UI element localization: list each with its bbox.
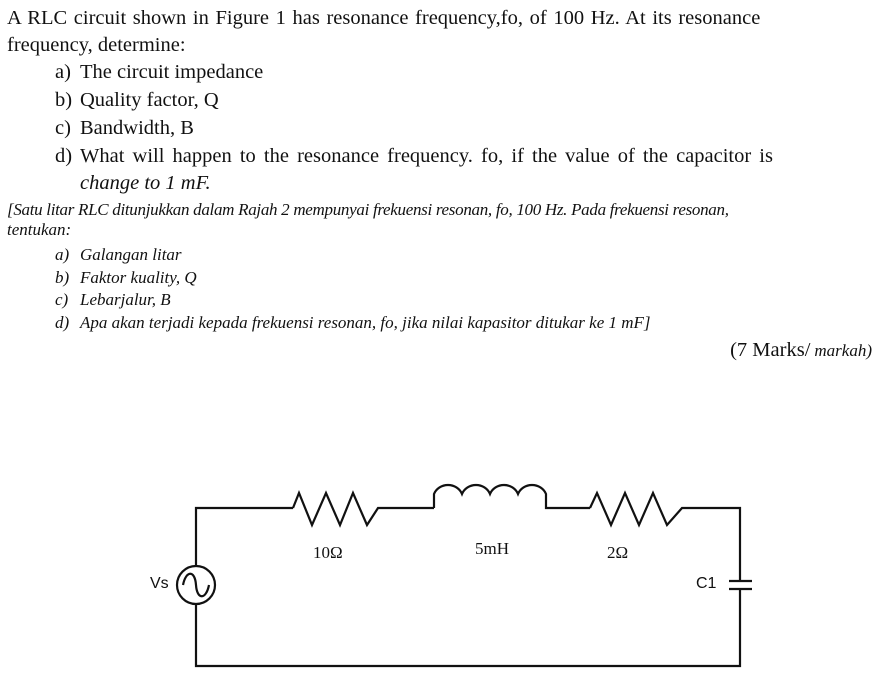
resistor-2-ohm bbox=[590, 493, 740, 581]
item-d-text: What will happen to the resonance frequency. fo, if the value of the capacitor is bbox=[80, 145, 773, 167]
inductor-label: 5mH bbox=[475, 539, 509, 558]
item-a-text: The circuit impedance bbox=[80, 61, 264, 83]
item-d-marker: d) bbox=[55, 145, 73, 167]
capacitor-c1 bbox=[196, 581, 752, 666]
inductor-5mh bbox=[434, 485, 590, 508]
sine-wave-icon bbox=[183, 574, 209, 597]
marks-my: markah) bbox=[814, 341, 872, 360]
malay-item-c-text: Lebarjalur, B bbox=[80, 290, 171, 309]
r2-label: 2Ω bbox=[607, 543, 629, 562]
malay-item-c-marker: c) bbox=[55, 290, 69, 309]
wire bbox=[196, 508, 293, 566]
malay-item-b-text: Faktor kuality, Q bbox=[80, 268, 197, 287]
capacitor-label: C1 bbox=[696, 575, 717, 592]
item-d-continuation: change to 1 mF. bbox=[80, 172, 211, 194]
malay-item-a-text: Galangan litar bbox=[80, 245, 182, 264]
malay-item-d-marker: d) bbox=[55, 313, 70, 332]
marks-en: (7 Marks/ bbox=[730, 339, 811, 361]
intro-line-1: A RLC circuit shown in Figure 1 has resonance frequency,fo, of 100 Hz. At its resonance bbox=[7, 7, 761, 29]
malay-item-b-marker: b) bbox=[55, 268, 70, 287]
item-b-text: Quality factor, Q bbox=[80, 89, 219, 111]
resistor-10-ohm bbox=[293, 493, 434, 525]
item-b-marker: b) bbox=[55, 89, 73, 111]
intro-line-2: frequency, determine: bbox=[7, 34, 186, 56]
item-c-marker: c) bbox=[55, 117, 71, 139]
item-a-marker: a) bbox=[55, 61, 71, 83]
malay-intro-line-1: [Satu litar RLC ditunjukkan dalam Rajah 2 mempunyai frekuensi resonan, fo, 100 Hz. Pada frekuensi resonan, bbox=[7, 200, 729, 219]
malay-item-a-marker: a) bbox=[55, 245, 70, 264]
malay-item-d-text: Apa akan terjadi kepada frekuensi resonan, fo, jika nilai kapasitor ditukar ke 1 mF] bbox=[80, 313, 651, 332]
source-label: Vs bbox=[150, 575, 169, 592]
r1-label: 10Ω bbox=[313, 543, 343, 562]
malay-intro-line-2: tentukan: bbox=[7, 220, 72, 239]
item-c-text: Bandwidth, B bbox=[80, 117, 194, 139]
